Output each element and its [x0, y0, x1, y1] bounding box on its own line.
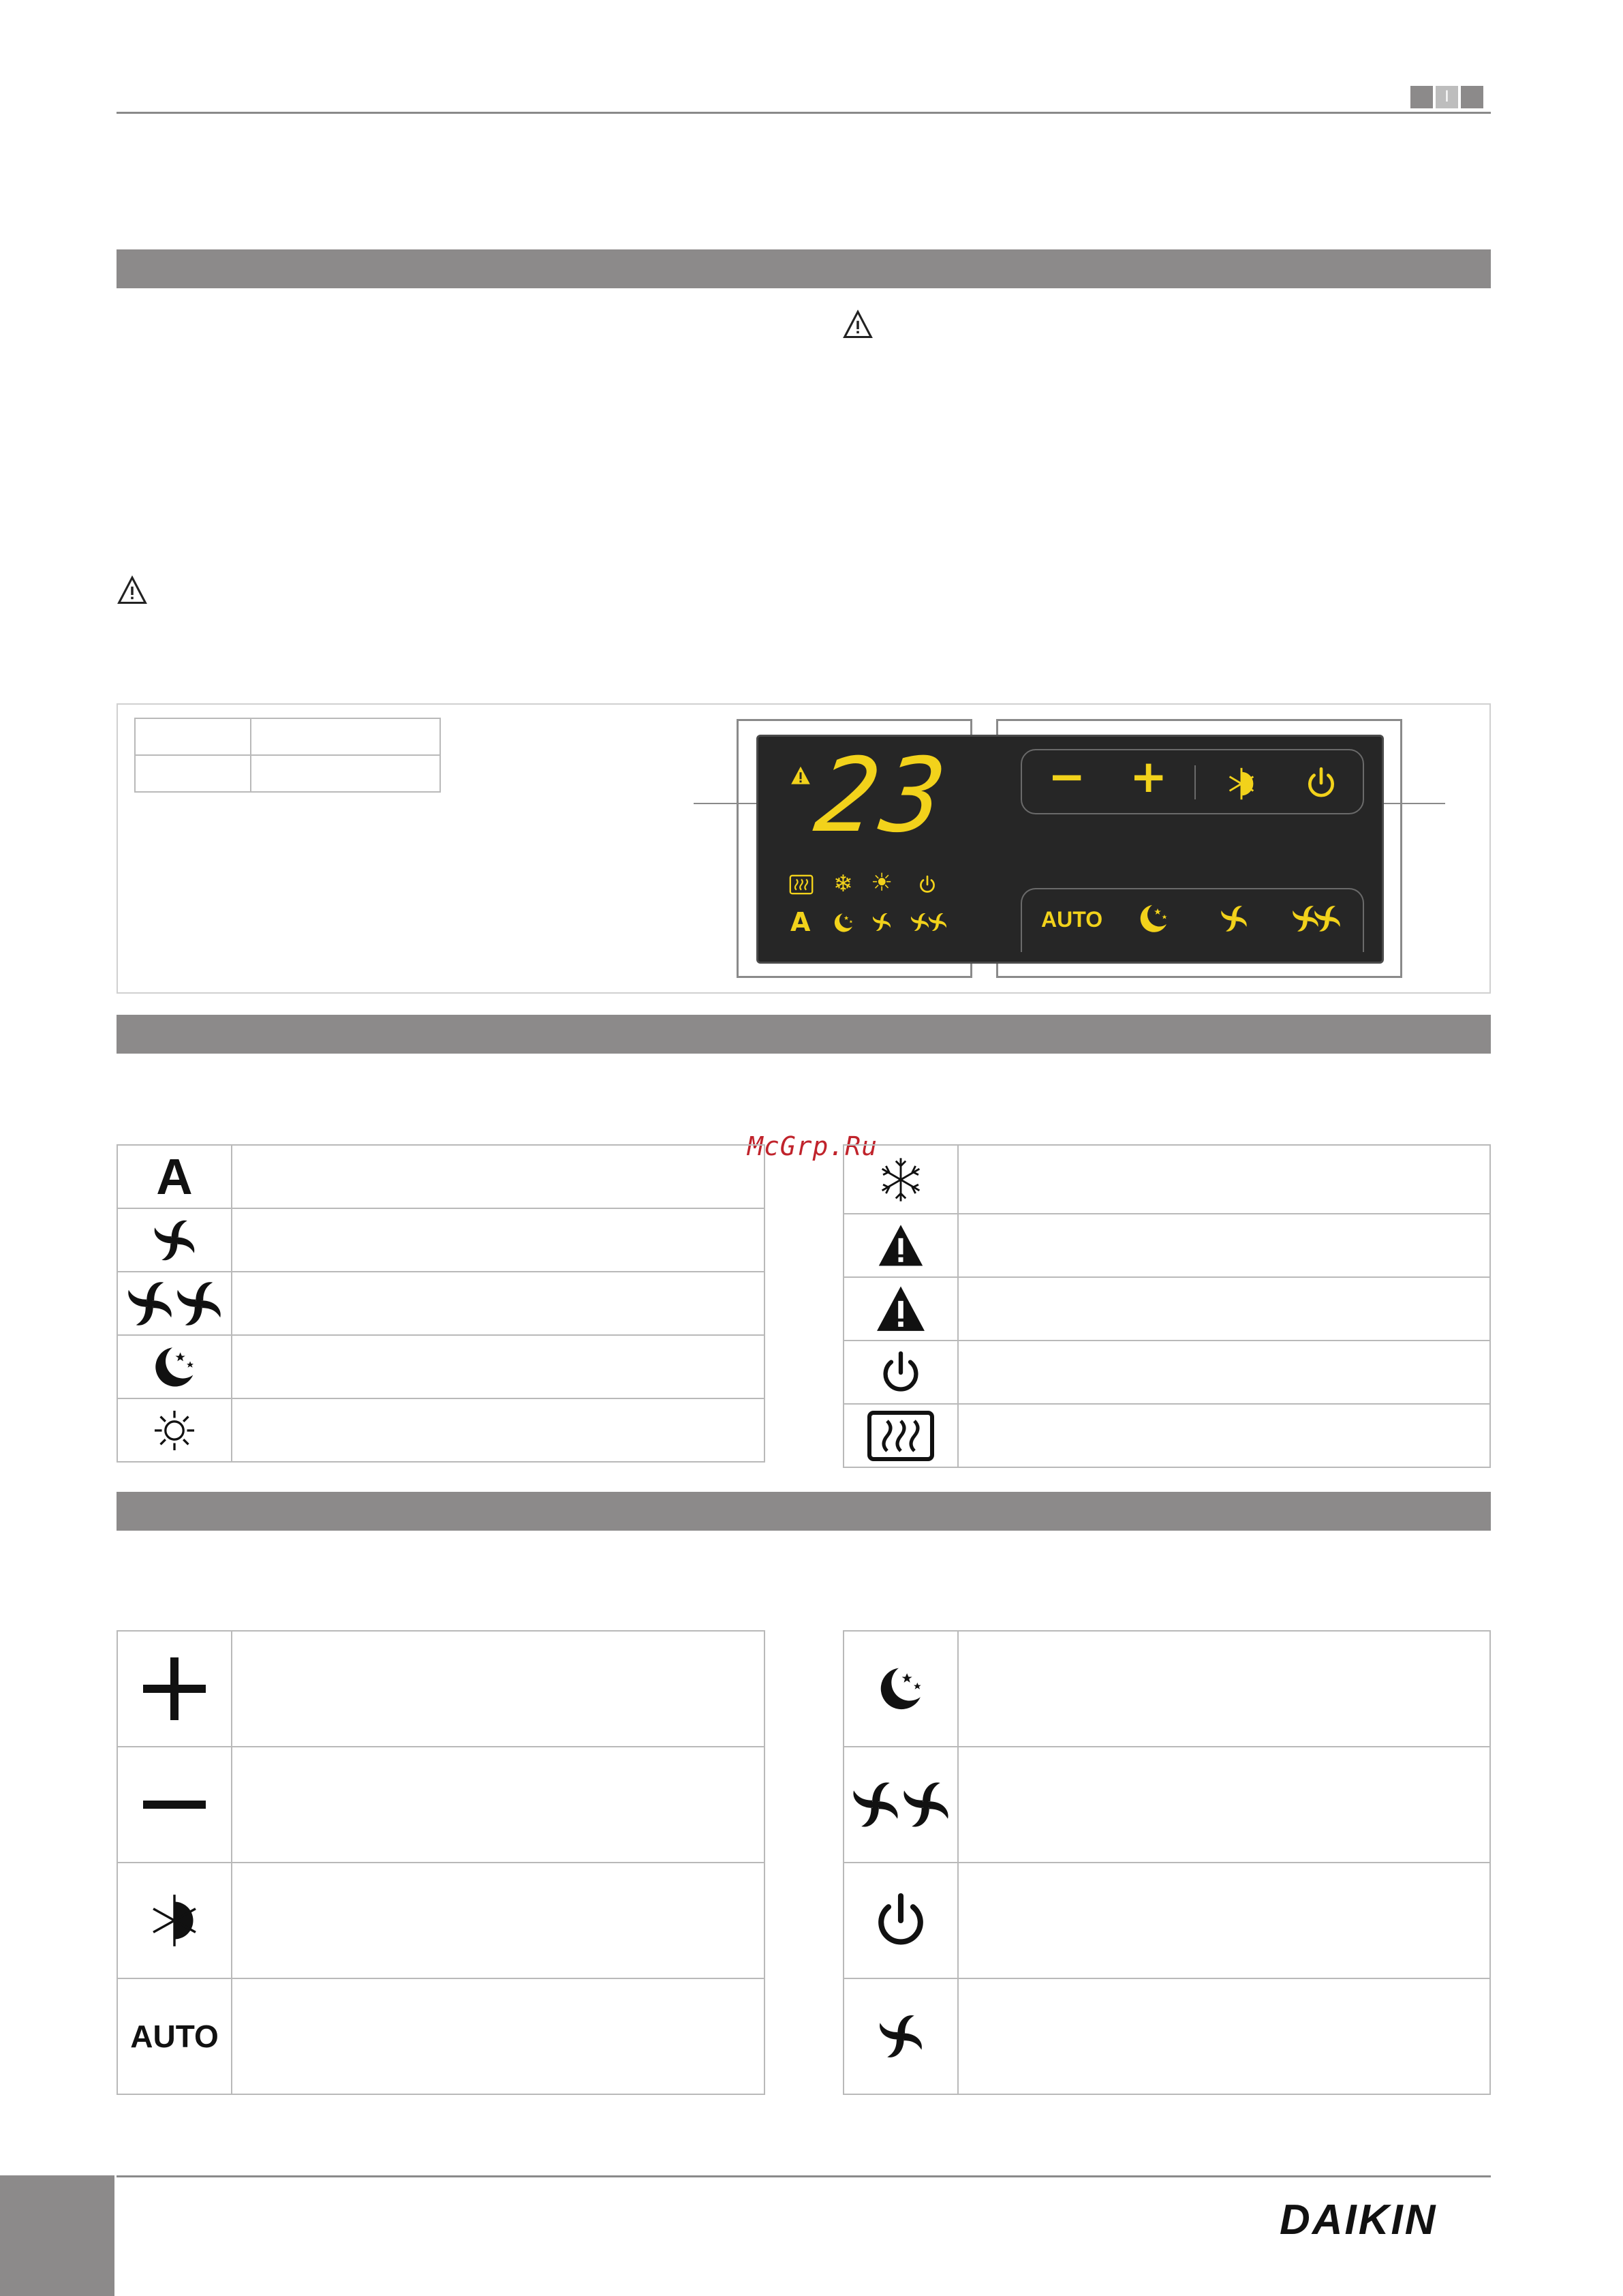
- button-text: [232, 1863, 764, 1978]
- table-row: [117, 1208, 764, 1272]
- plus-button[interactable]: +: [1130, 750, 1168, 803]
- legend-icon-cell: [844, 1404, 958, 1467]
- table-row: [844, 1145, 1490, 1214]
- power-icon: [917, 874, 938, 895]
- legend-text: [958, 1214, 1490, 1277]
- fan-double-icon: [848, 1777, 953, 1832]
- section-band-1: [117, 249, 1491, 288]
- button-icon-cell: [117, 1863, 232, 1978]
- legend-icon-cell: [844, 1145, 958, 1214]
- warning-icon: [874, 1222, 927, 1270]
- header-rule: [117, 112, 1491, 114]
- legend-icon-cell: [117, 1272, 232, 1335]
- button-text: [958, 1631, 1490, 1747]
- legend-text: [958, 1341, 1490, 1404]
- power-icon: [870, 1890, 931, 1951]
- fan-double-button[interactable]: [1312, 903, 1343, 934]
- table-row: [844, 1404, 1490, 1467]
- legend-text: [232, 1145, 764, 1208]
- moon-icon: [832, 911, 855, 934]
- legend-icon-cell: [844, 1277, 958, 1341]
- table-row: [117, 1747, 764, 1863]
- button-text: [958, 1747, 1490, 1863]
- heat-cool-button[interactable]: [1222, 764, 1261, 803]
- sun-icon: [152, 1408, 197, 1453]
- heat-cool-icon: [145, 1891, 204, 1950]
- heater-icon: [867, 1410, 935, 1462]
- button-text: [232, 1747, 764, 1863]
- button-icon-cell: [117, 1631, 232, 1747]
- table-row: [117, 1335, 764, 1398]
- table-row: [117, 1863, 764, 1978]
- fan-icon: [871, 911, 893, 933]
- minus-icon: [140, 1798, 208, 1811]
- power-button[interactable]: [1303, 765, 1339, 801]
- page-marker-square-left: [1410, 86, 1433, 108]
- warning-icon: [872, 1283, 929, 1335]
- warning-icon: [842, 309, 874, 339]
- table-row: [117, 1145, 764, 1208]
- legend-text: [958, 1145, 1490, 1214]
- temperature-readout: 23: [808, 737, 957, 855]
- button-icon-cell: [844, 1863, 958, 1978]
- table-row: [844, 1631, 1490, 1747]
- fan-icon: [875, 2010, 927, 2062]
- auto-button[interactable]: AUTO: [1041, 907, 1103, 932]
- warning-icon: [117, 575, 148, 605]
- button-icon-cell: [117, 1978, 232, 2094]
- auto-text-icon: AUTO: [130, 2019, 219, 2054]
- snowflake-icon: ❄: [833, 870, 853, 898]
- ref-cell: [251, 755, 440, 792]
- table-row: [117, 1978, 764, 2094]
- legend-icon-cell: [844, 1214, 958, 1277]
- button-icon-cell: [844, 1631, 958, 1747]
- legend-text: [232, 1335, 764, 1398]
- power-icon: [877, 1349, 925, 1396]
- plus-icon: [140, 1655, 208, 1723]
- legend-icon-cell: [117, 1398, 232, 1462]
- button-text: [232, 1978, 764, 2094]
- panel-reference-table: [134, 718, 441, 793]
- moon-icon: [147, 1343, 202, 1392]
- buttons-left-table: [117, 1630, 765, 2095]
- button-text: [958, 1978, 1490, 2094]
- legend-right-table: [843, 1144, 1491, 1468]
- legend-text: [958, 1404, 1490, 1467]
- table-row: [844, 1978, 1490, 2094]
- legend-icon-cell: [844, 1341, 958, 1404]
- ref-cell: [251, 718, 440, 755]
- legend-left-table: [117, 1144, 765, 1463]
- legend-icon-cell: [117, 1208, 232, 1272]
- auto-letter-icon: A: [790, 907, 811, 937]
- table-row: [844, 1863, 1490, 1978]
- button-icon-cell: [844, 1978, 958, 2094]
- sun-icon: ☀: [871, 869, 893, 897]
- footer-rule: [117, 2175, 1491, 2177]
- button-icon-cell: [844, 1747, 958, 1863]
- page-marker-label: I: [1444, 89, 1449, 106]
- ref-cell: [135, 755, 251, 792]
- button-text: [232, 1631, 764, 1747]
- fan-button[interactable]: [1218, 903, 1250, 934]
- fan-double-icon: [123, 1277, 226, 1330]
- page-number-block: [0, 2175, 114, 2296]
- table-row: [117, 1631, 764, 1747]
- table-row: [117, 1272, 764, 1335]
- brand-logo: DAIKIN: [1280, 2196, 1438, 2244]
- section-band-3: [117, 1492, 1491, 1531]
- legend-text: [232, 1398, 764, 1462]
- snowflake-icon: [876, 1155, 925, 1204]
- control-display: [756, 735, 1384, 964]
- heater-icon: [789, 874, 814, 895]
- button-text: [958, 1863, 1490, 1978]
- buttons-right-table: [843, 1630, 1491, 2095]
- table-row: [117, 1398, 764, 1462]
- page-marker-square-mid: [1436, 86, 1458, 108]
- section-band-2: [117, 1015, 1491, 1054]
- legend-text: [958, 1277, 1490, 1341]
- legend-icon-cell: [117, 1145, 232, 1208]
- table-row: [844, 1277, 1490, 1341]
- button-icon-cell: [117, 1747, 232, 1863]
- legend-text: [232, 1208, 764, 1272]
- sleep-button[interactable]: [1137, 902, 1171, 936]
- page-marker-square-right: [1461, 86, 1483, 108]
- fan-double-icon: [926, 911, 949, 933]
- table-row: [844, 1341, 1490, 1404]
- button-divider: [1194, 765, 1196, 799]
- moon-icon: [872, 1663, 929, 1715]
- ref-cell: [135, 718, 251, 755]
- auto-letter-icon: A: [156, 1148, 193, 1205]
- legend-icon-cell: [117, 1335, 232, 1398]
- table-row: [844, 1214, 1490, 1277]
- table-row: [844, 1747, 1490, 1863]
- warning-icon: [790, 765, 812, 786]
- watermark: McGrp.Ru: [747, 1131, 878, 1161]
- minus-button[interactable]: −: [1048, 750, 1086, 803]
- fan-icon: [150, 1216, 199, 1265]
- legend-text: [232, 1272, 764, 1335]
